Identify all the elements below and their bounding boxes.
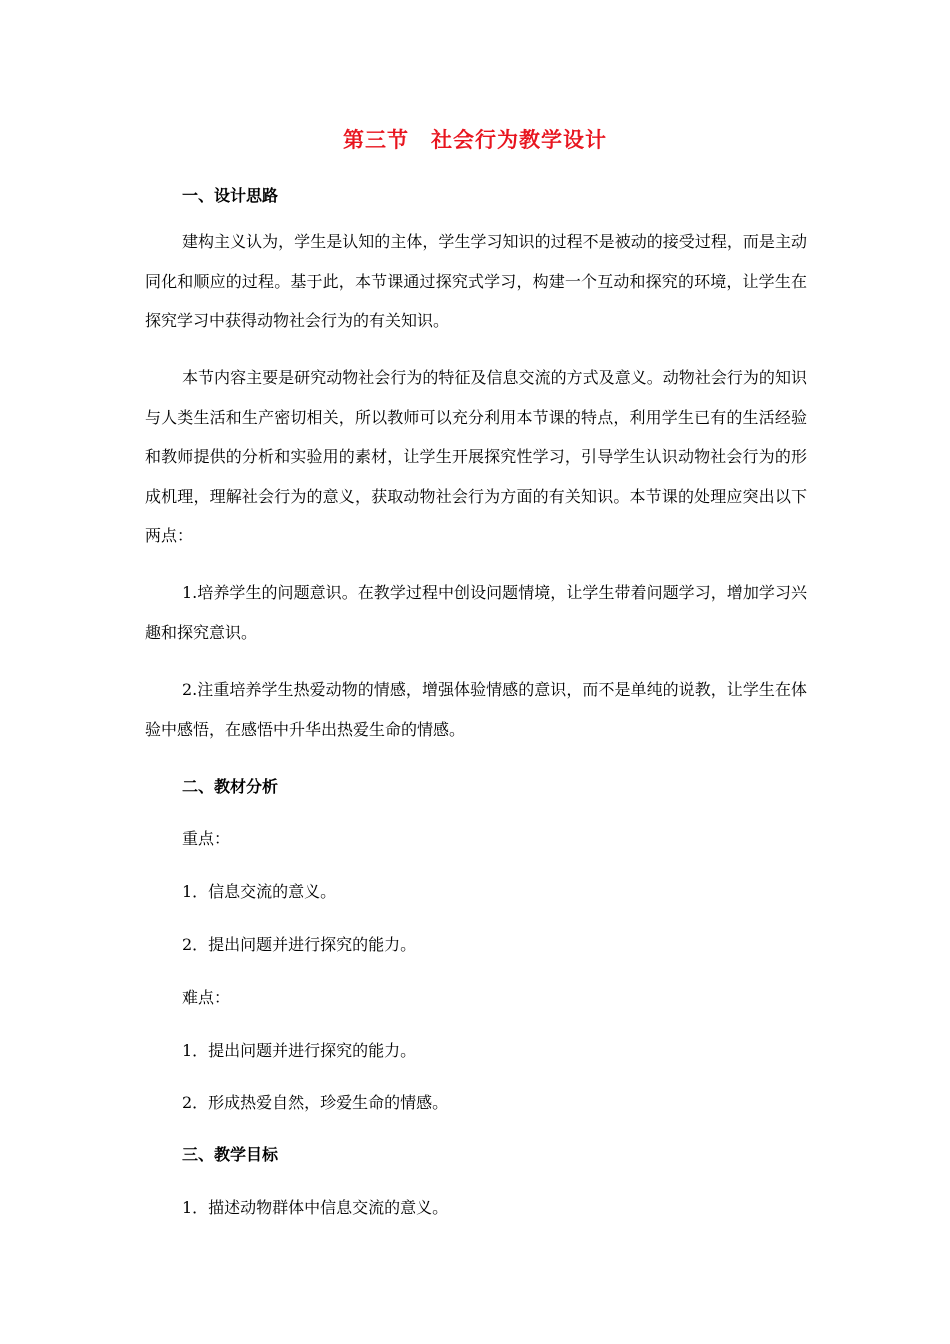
difficulty-label: 难点：: [182, 988, 231, 1007]
key-point-item: 2．提出问题并进行探究的能力。: [182, 935, 417, 954]
difficulty-item: 2．形成热爱自然，珍爱生命的情感。: [182, 1093, 449, 1112]
paragraph-content-overview: 本节内容主要是研究动物社会行为的特征及信息交流的方式及意义。动物社会行为的知识与人类生活和生产密切相关，所以教师可以充分利用本节课的特点，利用学生已有的生活经验和教师提供的分析和实验用的素材，让学生开展探究性学习，引导学生认识动物社会行为的形成机理，理解社会行为的意义，获取动物社会行为方面的有关知识。本节课的处理应突出以下两点：: [145, 368, 807, 546]
teaching-goal-item: 1．描述动物群体中信息交流的意义。: [182, 1198, 449, 1217]
section-heading-teaching-goals: 三、教学目标: [182, 1145, 279, 1164]
document-title: 第三节 社会行为教学设计: [343, 127, 607, 152]
paragraph-constructivism: 建构主义认为，学生是认知的主体，学生学习知识的过程不是被动的接受过程，而是主动同化和顺应的过程。基于此，本节课通过探究式学习，构建一个互动和探究的环境，让学生在探究学习中获得动物社会行为的有关知识。: [145, 232, 807, 331]
key-point-item: 1．信息交流的意义。: [182, 882, 337, 901]
difficulty-item: 1．提出问题并进行探究的能力。: [182, 1041, 417, 1060]
paragraph-point-1: 1.培养学生的问题意识。在教学过程中创设问题情境，让学生带着问题学习，增加学习兴趣和探究意识。: [145, 583, 807, 642]
key-points-label: 重点：: [182, 829, 231, 848]
section-heading-material-analysis: 二、教材分析: [182, 777, 279, 796]
paragraph-point-2: 2.注重培养学生热爱动物的情感，增强体验情感的意识，而不是单纯的说教，让学生在体验中感悟，在感悟中升华出热爱生命的情感。: [145, 680, 807, 739]
section-heading-design-idea: 一、设计思路: [182, 186, 279, 205]
